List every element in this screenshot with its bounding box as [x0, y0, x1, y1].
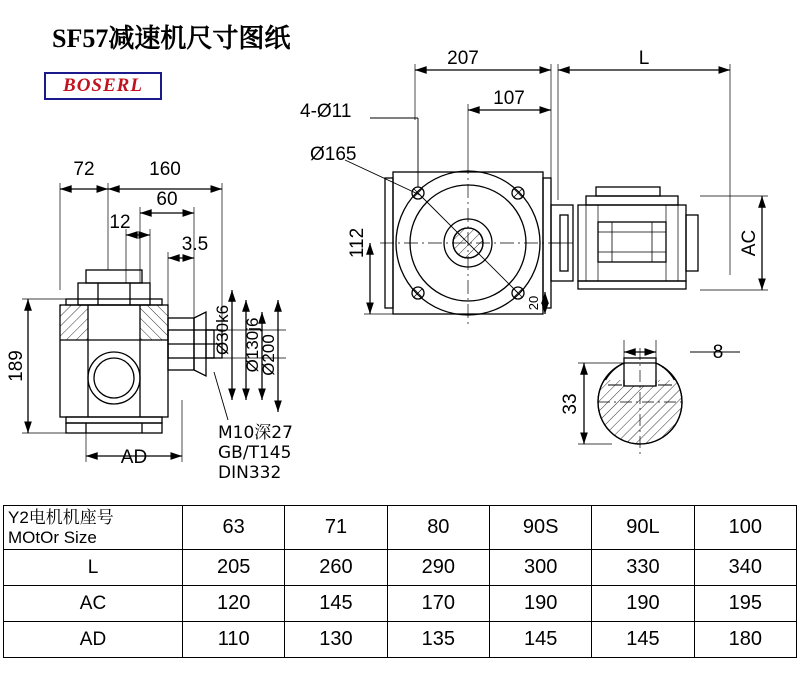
dim-207: 207 [447, 48, 479, 69]
table-cell-motor-size-3: 90S [489, 506, 591, 550]
table-row-header [4, 506, 797, 550]
dim-8: 8 [712, 342, 724, 363]
table-row [4, 550, 797, 586]
logo-text: BOSERL [63, 75, 143, 96]
dim-160: 160 [149, 159, 181, 180]
table-cell-AD-4: 145 [592, 622, 694, 658]
table-cell-L-2: 290 [387, 550, 489, 586]
dim-189: 189 [6, 350, 27, 382]
dim-AC: AC [739, 229, 760, 257]
table-cell-AC-3: 190 [489, 586, 591, 622]
table-cell-motor-size-2: 80 [387, 506, 489, 550]
dim-60: 60 [156, 189, 178, 210]
table-cell-L-3: 300 [489, 550, 591, 586]
table-cell-AC-0: 120 [183, 586, 285, 622]
dim-D200: Ø200 [259, 334, 278, 376]
table-cell-AC-1: 145 [285, 586, 387, 622]
table-cell-AD-0: 110 [183, 622, 285, 658]
table-cell-AC-4: 190 [592, 586, 694, 622]
table-header-label [4, 506, 183, 550]
table-cell-L-4: 330 [592, 550, 694, 586]
note-din332: DIN332 [218, 463, 282, 483]
table-cell-AD-2: 135 [387, 622, 489, 658]
table-cell-AD-5: 180 [694, 622, 796, 658]
table-cell-AC-2: 170 [387, 586, 489, 622]
note-m10: M10深27 [218, 423, 293, 443]
dim-L: L [638, 48, 650, 69]
table-cell-L-1: 260 [285, 550, 387, 586]
dim-112: 112 [347, 227, 368, 259]
dim-72: 72 [73, 159, 95, 180]
table-header-label-en: MOtOr Size [8, 527, 97, 547]
table-cell-L-0: 205 [183, 550, 285, 586]
table-cell-motor-size-4: 90L [592, 506, 694, 550]
dim-12: 12 [109, 212, 131, 233]
table-header-label-cn: Y2电机机座号 [8, 508, 114, 527]
dim-107: 107 [493, 88, 525, 109]
dim-D165: Ø165 [310, 144, 357, 165]
table-row [4, 586, 797, 622]
table-cell-AD-3: 145 [489, 622, 591, 658]
table-cell-motor-size-5: 100 [694, 506, 796, 550]
table-cell-motor-size-0: 63 [183, 506, 285, 550]
dim-D30k6: Ø30k6 [213, 304, 232, 356]
table-row-label-L: L [4, 550, 183, 586]
page-title: SF57减速机尺寸图纸 [52, 24, 291, 53]
dim-20: 20 [526, 295, 541, 311]
table-row-label-AC: AC [4, 586, 183, 622]
dim-D130j6: Ø130j6 [243, 317, 262, 373]
dim-33: 33 [560, 393, 581, 415]
table-row-label-AD: AD [4, 622, 183, 658]
dim-3-5: 3.5 [181, 234, 209, 255]
note-gbt145: GB/T145 [218, 443, 292, 463]
table-row [4, 622, 797, 658]
table-cell-AC-5: 195 [694, 586, 796, 622]
dim-AD: AD [120, 447, 148, 468]
spec-table [3, 505, 797, 658]
dim-4xD11: 4-Ø11 [300, 101, 352, 122]
table-cell-motor-size-1: 71 [285, 506, 387, 550]
table-cell-AD-1: 130 [285, 622, 387, 658]
table-cell-L-5: 340 [694, 550, 796, 586]
